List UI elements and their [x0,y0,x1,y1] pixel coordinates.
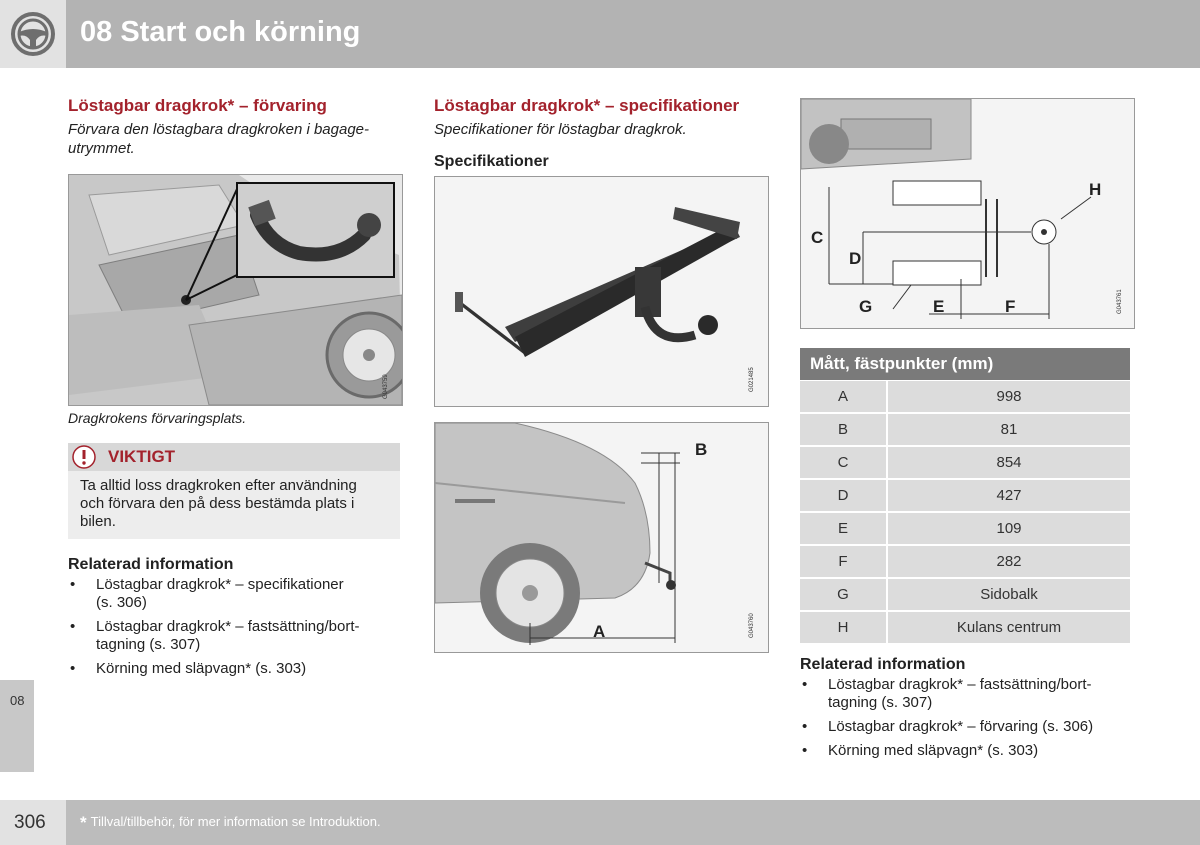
table-row: A 998 [800,381,1130,412]
warning-body [68,471,400,539]
related-info-right [800,656,1140,766]
image-code: G021485 [749,367,755,392]
label-h: H [1089,180,1102,199]
subtitle-line: Förvara den löstagbara dragkroken i bagage- [68,121,370,138]
page-number-box [0,800,66,845]
warning-header [68,443,400,471]
related-list [800,676,1140,760]
chapter-title: 08 Start och körning [80,16,361,48]
section-subtitle-storage [68,120,403,158]
left-column [68,96,403,158]
related-heading: Relaterad information [68,556,234,573]
related-info-left [68,556,403,684]
related-link[interactable]: • Löstagbar dragkrok* – specifikationer (s. 306) [68,576,403,612]
related-link[interactable]: • Körning med släpvagn* (s. 303) [68,660,403,678]
label-d: D [849,249,862,268]
dimensions-table [800,379,1130,645]
specs-subheading: Specifikationer [434,153,549,170]
section-heading-specs: Löstagbar dragkrok* – specifikationer [434,96,740,115]
car-side-image [434,422,769,653]
page-header [0,0,1200,68]
warning-icon [72,445,96,469]
label-c: C [811,228,824,247]
footnote-text: Tillval/tillbehör, för mer information se Introduktion. [90,814,381,829]
trunk-illustration [69,175,402,405]
towbar-image [434,176,769,407]
page-number: 306 [14,812,46,833]
warning-text-line: och förvara den på dess bestämda plats i [80,495,355,512]
table-row: F 282 [800,546,1130,577]
label-g: G [859,297,873,316]
subtitle-line: utrymmet. [68,140,135,157]
warning-title: VIKTIGT [108,447,176,466]
table-row: B 81 [800,414,1130,445]
footer-note [80,813,381,833]
chapter-side-tab [0,680,34,772]
table-row: D 427 [800,480,1130,511]
table-row: H Kulans centrum [800,612,1130,643]
section-heading-storage: Löstagbar dragkrok* – förvaring [68,96,327,115]
storage-location-image [68,174,403,406]
car-side-diagram [435,423,768,652]
header-icon-box [0,0,66,68]
related-heading: Relaterad information [800,656,966,673]
label-f: F [1005,297,1016,316]
middle-column [434,96,779,171]
chapter-tab-label: 08 [10,693,25,708]
label-b: B [695,440,708,459]
related-link[interactable]: • Löstagbar dragkrok* – fastsättning/bort- tagning (s. 307) [68,618,403,654]
towbar-illustration [435,177,768,406]
footnote-star: * [80,813,87,832]
warning-text-line: bilen. [80,513,116,530]
related-link[interactable]: • Löstagbar dragkrok* – förvaring (s. 306) [800,718,1140,736]
table-row: C 854 [800,447,1130,478]
related-link[interactable]: • Körning med släpvagn* (s. 303) [800,742,1140,760]
related-list [68,576,403,678]
page-footer [0,800,1200,845]
section-subtitle-specs: Specifikationer för löstagbar dragkrok. [434,121,687,138]
mount-points-image [800,98,1135,329]
image-code: G043761 [1117,289,1123,314]
table-row: E 109 [800,513,1130,544]
dimensions-table-title: Mått, fästpunkter (mm) [800,348,1130,380]
label-a: A [593,622,606,641]
related-link[interactable]: • Löstagbar dragkrok* – fastsättning/bort- tagning (s. 307) [800,676,1140,712]
label-e: E [933,297,945,316]
table-row: G Sidobalk [800,579,1130,610]
warning-text-line: Ta alltid loss dragkroken efter användning [80,477,357,494]
image-caption: Dragkrokens förvaringsplats. [68,410,247,426]
image-code: G043759 [383,374,389,399]
steering-wheel-icon [0,0,66,68]
mount-points-diagram [801,99,1134,328]
image-code: G043760 [749,613,755,638]
